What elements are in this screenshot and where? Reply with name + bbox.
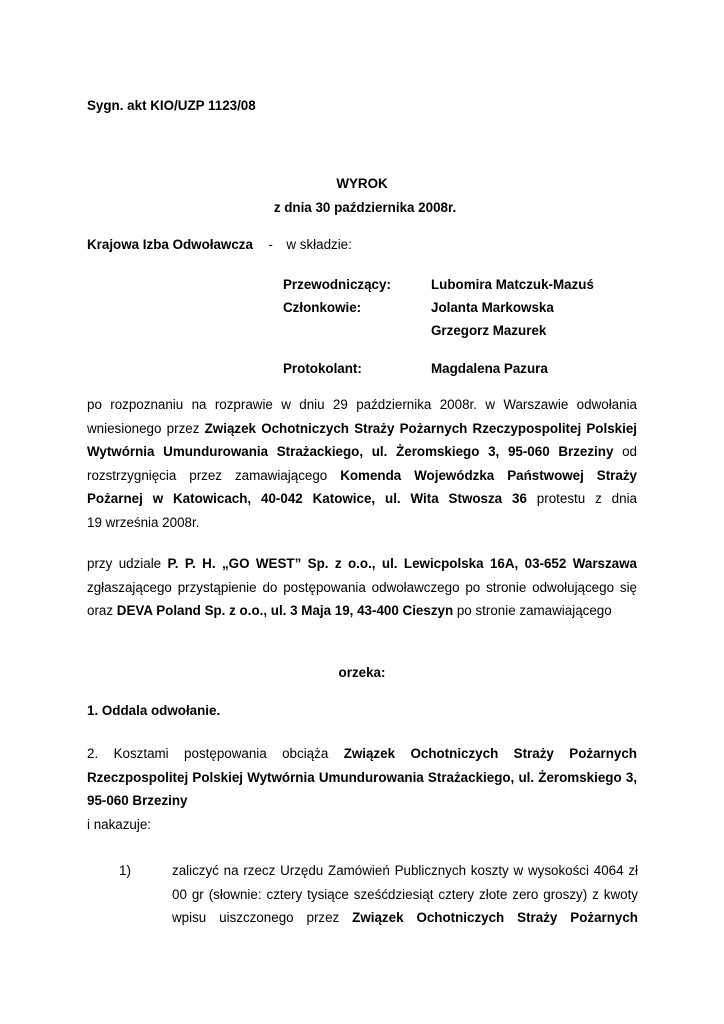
clerk-name: Magdalena Pazura (431, 361, 548, 376)
paragraph-line: wniesionego przez Związek Ochotniczych Straży Pożarnych Rzeczypospolitej Polskiej (87, 420, 637, 436)
paragraph-line: 2. Kosztami postępowania obciąża Związek Ochotniczych Straży Pożarnych (87, 746, 637, 761)
participant-2: DEVA Poland Sp. z o.o., ul. 3 Maja 19, 43-400 Cieszyn (116, 603, 454, 618)
contracting-authority-address: Pożarnej w Katowicach, 40-042 Katowice, ul. Wita Stwosza 36 (87, 491, 527, 506)
paragraph-line: rozstrzygnięcia przez zamawiającego Komenda Wojewódzka Państwowej Straży (87, 467, 637, 483)
member-1-name: Jolanta Markowska (431, 300, 554, 315)
appellant-name: Związek Ochotniczych Straży Pożarnych Rzeczypospolitej Polskiej (204, 420, 637, 436)
paragraph-line: i nakazuje: (87, 816, 152, 832)
paragraph-line: Rzeczpospolitej Polskiej Wytwórnia Umundurowania Strażackiego, ul. Żeromskiego 3, (87, 769, 637, 785)
subpoint-1-text (172, 859, 638, 930)
ruling-point-1: 1. Oddala odwołanie. (87, 703, 221, 718)
paragraph-line: 19 września 2008r. (87, 514, 200, 530)
document-title: WYROK (336, 176, 388, 191)
member-2-name: Grzegorz Mazurek (431, 323, 547, 338)
clerk-role: Protokolant: (283, 361, 362, 376)
paragraph-line: Wytwórnia Umundurowania Strażackiego, ul. Żeromskiego 3, 95-060 Brzeziny od (87, 444, 637, 459)
paragraph-line: Pożarnej w Katowicach, 40-042 Katowice, ul. Wita Stwosza 36 protestu z dnia (87, 491, 637, 506)
appellant-address: Wytwórnia Umundurowania Strażackiego, ul. Żeromskiego 3, 95-060 Brzeziny (87, 444, 614, 459)
paragraph-line: zaliczyć na rzecz Urzędu Zamówień Publicznych koszty w wysokości 4064 zł (172, 863, 638, 878)
paragraph-line: 95-060 Brzeziny (87, 793, 188, 808)
date-line: z dnia 30 października 2008r. (273, 200, 457, 215)
ruling-heading: orzeka: (338, 665, 386, 680)
chamber-line (87, 233, 352, 257)
members-role: Członkowie: (283, 300, 362, 315)
chamber-dash: - (268, 237, 273, 252)
paragraph-line: przy udziale P. P. H. „GO WEST” Sp. z o.o., ul. Lewicpolska 16A, 03-652 Warszawa (87, 556, 637, 571)
contracting-authority: Komenda Wojewódzka Państwowej Straży (340, 467, 637, 483)
paragraph-line: oraz DEVA Poland Sp. z o.o., ul. 3 Maja 19, 43-400 Cieszyn po stronie zamawiającego (87, 603, 612, 618)
paragraph-line: zgłaszającego przystąpienie do postępowania odwoławczego po stronie odwołującego się (87, 579, 637, 595)
composition-label: w składzie: (286, 237, 352, 252)
paragraph-line: po rozpoznaniu na rozprawie w dniu 29 października 2008r. w Warszawie odwołania (87, 397, 637, 412)
participant-1: P. P. H. „GO WEST” Sp. z o.o., ul. Lewicpolska 16A, 03-652 Warszawa (167, 556, 637, 571)
chair-name: Lubomira Matczuk-Mazuś (431, 277, 594, 292)
chair-role: Przewodniczący: (283, 277, 391, 292)
subpoint-number: 1) (119, 863, 131, 878)
paragraph-line: wpisu uiszczonego przez Związek Ochotniczych Straży Pożarnych (172, 910, 638, 925)
paragraph-line: 00 gr (słownie: cztery tysiące sześćdziesiąt cztery złote zero groszy) z kwoty (172, 886, 638, 902)
paragraph-proceedings (87, 393, 637, 534)
paragraph-participants (87, 552, 637, 623)
case-number: Sygn. akt KIO/UZP 1123/08 (87, 98, 256, 113)
chamber-name: Krajowa Izba Odwoławcza (87, 237, 253, 252)
ruling-point-2 (87, 742, 637, 836)
